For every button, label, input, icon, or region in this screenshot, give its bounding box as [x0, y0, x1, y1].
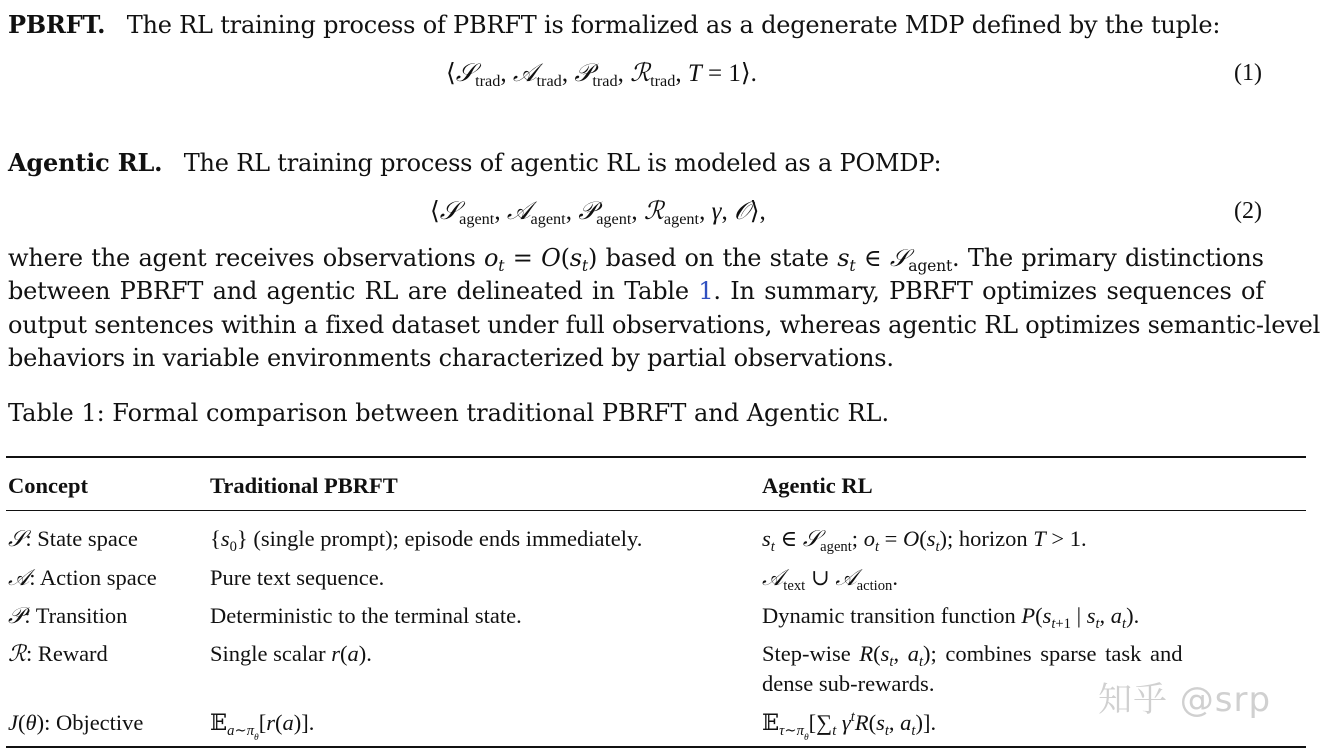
row-state-pbrft: $\{s_0\}$ (single prompt); episode ends immediately. [210, 526, 643, 555]
header-concept: Concept [8, 473, 88, 498]
table-ref-link[interactable]: 1 [698, 277, 714, 305]
body-line-3: output sentences within a fixed dataset under full observations, whereas agentic RL optimizes semantic-level [8, 311, 1321, 339]
table-header-rule [6, 510, 1306, 511]
row-action-concept: 𝒜: Action space [8, 565, 157, 591]
body-line-1: where the agent receives observations $o_t = O(s_t)$ based on the state $s_t$ ∈ 𝒮$_{agent}$. The primary distinctions [8, 244, 1264, 275]
row-reward-concept: ℛ: Reward [8, 641, 108, 667]
row-action-agentic: 𝒜$_{text}$ ∪ 𝒜$_{action}$. [762, 565, 898, 594]
pbrft-heading: PBRFT. [8, 10, 106, 39]
row-state-agentic: $s_t$ ∈ 𝒮$_{agent}$; $o_t = O(s_t)$; horizon T > 1. [762, 526, 1087, 555]
row-transition-pbrft: Deterministic to the terminal state. [210, 603, 522, 628]
agentic-heading: Agentic RL. [8, 148, 163, 177]
observation-math: $o_t$ [484, 244, 505, 275]
agentic-text: The RL training process of agentic RL is modeled as a POMDP: [183, 149, 942, 177]
row-action-pbrft: Pure text sequence. [210, 565, 385, 590]
equation-1: ⟨𝒮$_{trad}$, 𝒜$_{trad}$, 𝒫$_{trad}$, ℛ$_{trad}$, T = 1⟩. [446, 58, 757, 90]
table-bottom-rule [6, 746, 1306, 748]
table-caption: Table 1: Formal comparison between traditional PBRFT and Agentic RL. [8, 399, 890, 427]
equation-1-number: (1) [1234, 60, 1262, 86]
equation-2: ⟨𝒮$_{agent}$, 𝒜$_{agent}$, 𝒫$_{agent}$, ℛ$_{agent}$, γ, 𝒪⟩, [430, 196, 766, 228]
equation-2-number: (2) [1234, 198, 1262, 224]
zhihu-watermark: 知乎 @srp [1098, 680, 1272, 720]
body-line-4: behaviors in variable environments characterized by partial observations. [8, 344, 894, 372]
row-objective-agentic: $𝔼_{\tau\sim\pi_\theta}[\sum_t$ $\gamma^tR(s_t$, $a_t$)]. [762, 709, 937, 743]
pbrft-text: The RL training process of PBRFT is formalized as a degenerate MDP defined by the tuple: [126, 11, 1221, 39]
row-objective-concept: J(θ): Objective [8, 710, 144, 735]
header-agentic: Agentic RL [762, 473, 873, 498]
body-line-2: between PBRFT and agentic RL are delineated in Table 1. In summary, PBRFT optimizes sequences of [8, 277, 1264, 305]
row-state-concept: 𝒮: State space [8, 526, 138, 552]
row-reward-agentic-line2: dense sub-rewards. [762, 671, 935, 696]
row-transition-concept: 𝒫: Transition [8, 603, 128, 629]
row-objective-pbrft: 𝔼$_{a\sim\pi_\theta}$[r(a)]. [210, 710, 315, 743]
row-reward-pbrft: Single scalar r(a). [210, 641, 372, 666]
row-transition-agentic: Dynamic transition function $P(s_{t+1}$ | $s_t$, $a_t$). [762, 603, 1140, 632]
table-top-rule [6, 456, 1306, 458]
agentic-paragraph [8, 148, 941, 178]
row-reward-agentic-line1: Step-wise $R(s_t$, $a_t$); combines sparse task and [762, 641, 1183, 670]
pbrft-paragraph [8, 10, 1220, 40]
header-pbrft: Traditional PBRFT [210, 473, 398, 498]
